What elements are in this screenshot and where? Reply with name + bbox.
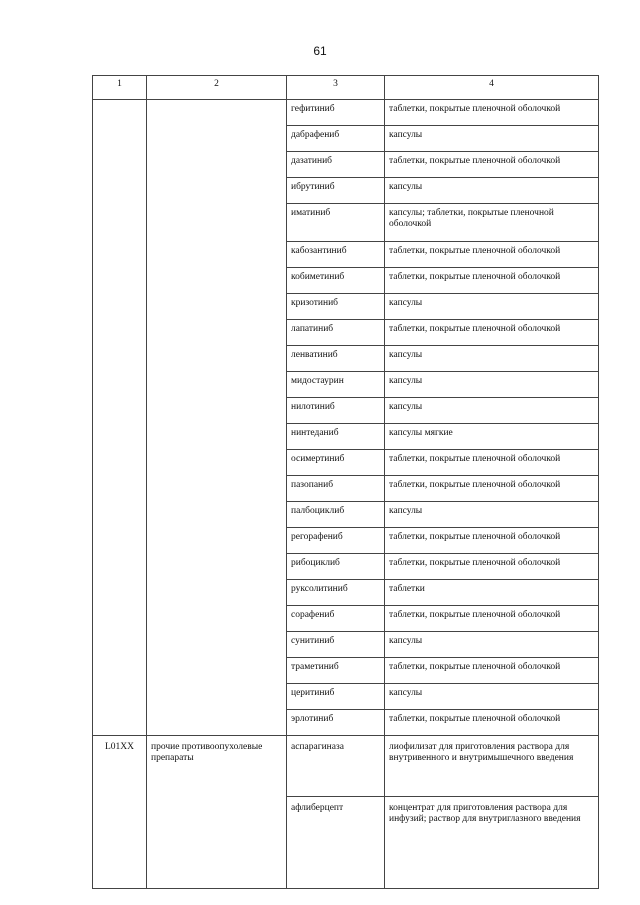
dosage-form-cell: таблетки, покрытые пленочной оболочкой [385, 450, 599, 476]
drug-name-cell: мидостаурин [287, 372, 385, 398]
drug-name-cell: иматиниб [287, 204, 385, 242]
dosage-form-cell: капсулы [385, 632, 599, 658]
dosage-form-cell: таблетки [385, 580, 599, 606]
dosage-form-cell: капсулы [385, 684, 599, 710]
header-row [93, 76, 599, 100]
page-number: 61 [313, 44, 327, 58]
dosage-form-cell: капсулы [385, 398, 599, 424]
drug-name-cell: нинтеданиб [287, 424, 385, 450]
dosage-form-cell: капсулы; таблетки, покрытые пленочной оболочкой [385, 204, 599, 242]
table-row [93, 736, 599, 797]
drug-name-cell: руксолитиниб [287, 580, 385, 606]
atc-code-cell: L01XX [93, 736, 147, 889]
column-header: 1 [93, 76, 147, 100]
drug-name-cell: афлиберцепт [287, 797, 385, 889]
dosage-form-cell: таблетки, покрытые пленочной оболочкой [385, 710, 599, 736]
dosage-form-cell: таблетки, покрытые пленочной оболочкой [385, 152, 599, 178]
drug-name-cell: рибоциклиб [287, 554, 385, 580]
drug-name-cell: гефитиниб [287, 100, 385, 126]
dosage-form-cell: капсулы мягкие [385, 424, 599, 450]
drug-name-cell: сорафениб [287, 606, 385, 632]
drug-name-cell: регорафениб [287, 528, 385, 554]
dosage-form-cell: капсулы [385, 346, 599, 372]
drug-name-cell: кабозантиниб [287, 242, 385, 268]
dosage-form-cell: таблетки, покрытые пленочной оболочкой [385, 320, 599, 346]
drug-name-cell: нилотиниб [287, 398, 385, 424]
dosage-form-cell: капсулы [385, 178, 599, 204]
drug-name-cell: палбоциклиб [287, 502, 385, 528]
drug-name-cell: аспарагиназа [287, 736, 385, 797]
drug-name-cell: пазопаниб [287, 476, 385, 502]
dosage-form-cell: таблетки, покрытые пленочной оболочкой [385, 476, 599, 502]
table-row [93, 100, 599, 126]
dosage-form-cell: капсулы [385, 502, 599, 528]
dosage-form-cell: капсулы [385, 372, 599, 398]
drug-name-cell: кризотиниб [287, 294, 385, 320]
dosage-form-cell: таблетки, покрытые пленочной оболочкой [385, 658, 599, 684]
column-header: 2 [147, 76, 287, 100]
drug-name-cell: ибрутиниб [287, 178, 385, 204]
group-name-cell: прочие противоопухолевые препараты [147, 736, 287, 889]
dosage-form-cell: таблетки, покрытые пленочной оболочкой [385, 100, 599, 126]
dosage-form-cell: таблетки, покрытые пленочной оболочкой [385, 268, 599, 294]
dosage-form-cell: таблетки, покрытые пленочной оболочкой [385, 528, 599, 554]
drug-name-cell: дабрафениб [287, 126, 385, 152]
column-header: 3 [287, 76, 385, 100]
drug-name-cell: ленватиниб [287, 346, 385, 372]
drug-name-cell: кобиметиниб [287, 268, 385, 294]
drug-name-cell: эрлотиниб [287, 710, 385, 736]
drug-table [92, 75, 599, 889]
drug-name-cell: траметиниб [287, 658, 385, 684]
drug-name-cell: дазатиниб [287, 152, 385, 178]
dosage-form-cell: лиофилизат для приготовления раствора для внутривенного и внутримышечного введения [385, 736, 599, 797]
group-cell [147, 100, 287, 736]
drug-name-cell: церитиниб [287, 684, 385, 710]
dosage-form-cell: концентрат для приготовления раствора для инфузий; раствор для внутриглазного введения [385, 797, 599, 889]
dosage-form-cell: капсулы [385, 126, 599, 152]
code-cell [93, 100, 147, 736]
drug-name-cell: сунитиниб [287, 632, 385, 658]
dosage-form-cell: таблетки, покрытые пленочной оболочкой [385, 606, 599, 632]
column-header: 4 [385, 76, 599, 100]
table-body [93, 100, 599, 889]
dosage-form-cell: капсулы [385, 294, 599, 320]
drug-name-cell: осимертиниб [287, 450, 385, 476]
drug-name-cell: лапатиниб [287, 320, 385, 346]
dosage-form-cell: таблетки, покрытые пленочной оболочкой [385, 242, 599, 268]
dosage-form-cell: таблетки, покрытые пленочной оболочкой [385, 554, 599, 580]
